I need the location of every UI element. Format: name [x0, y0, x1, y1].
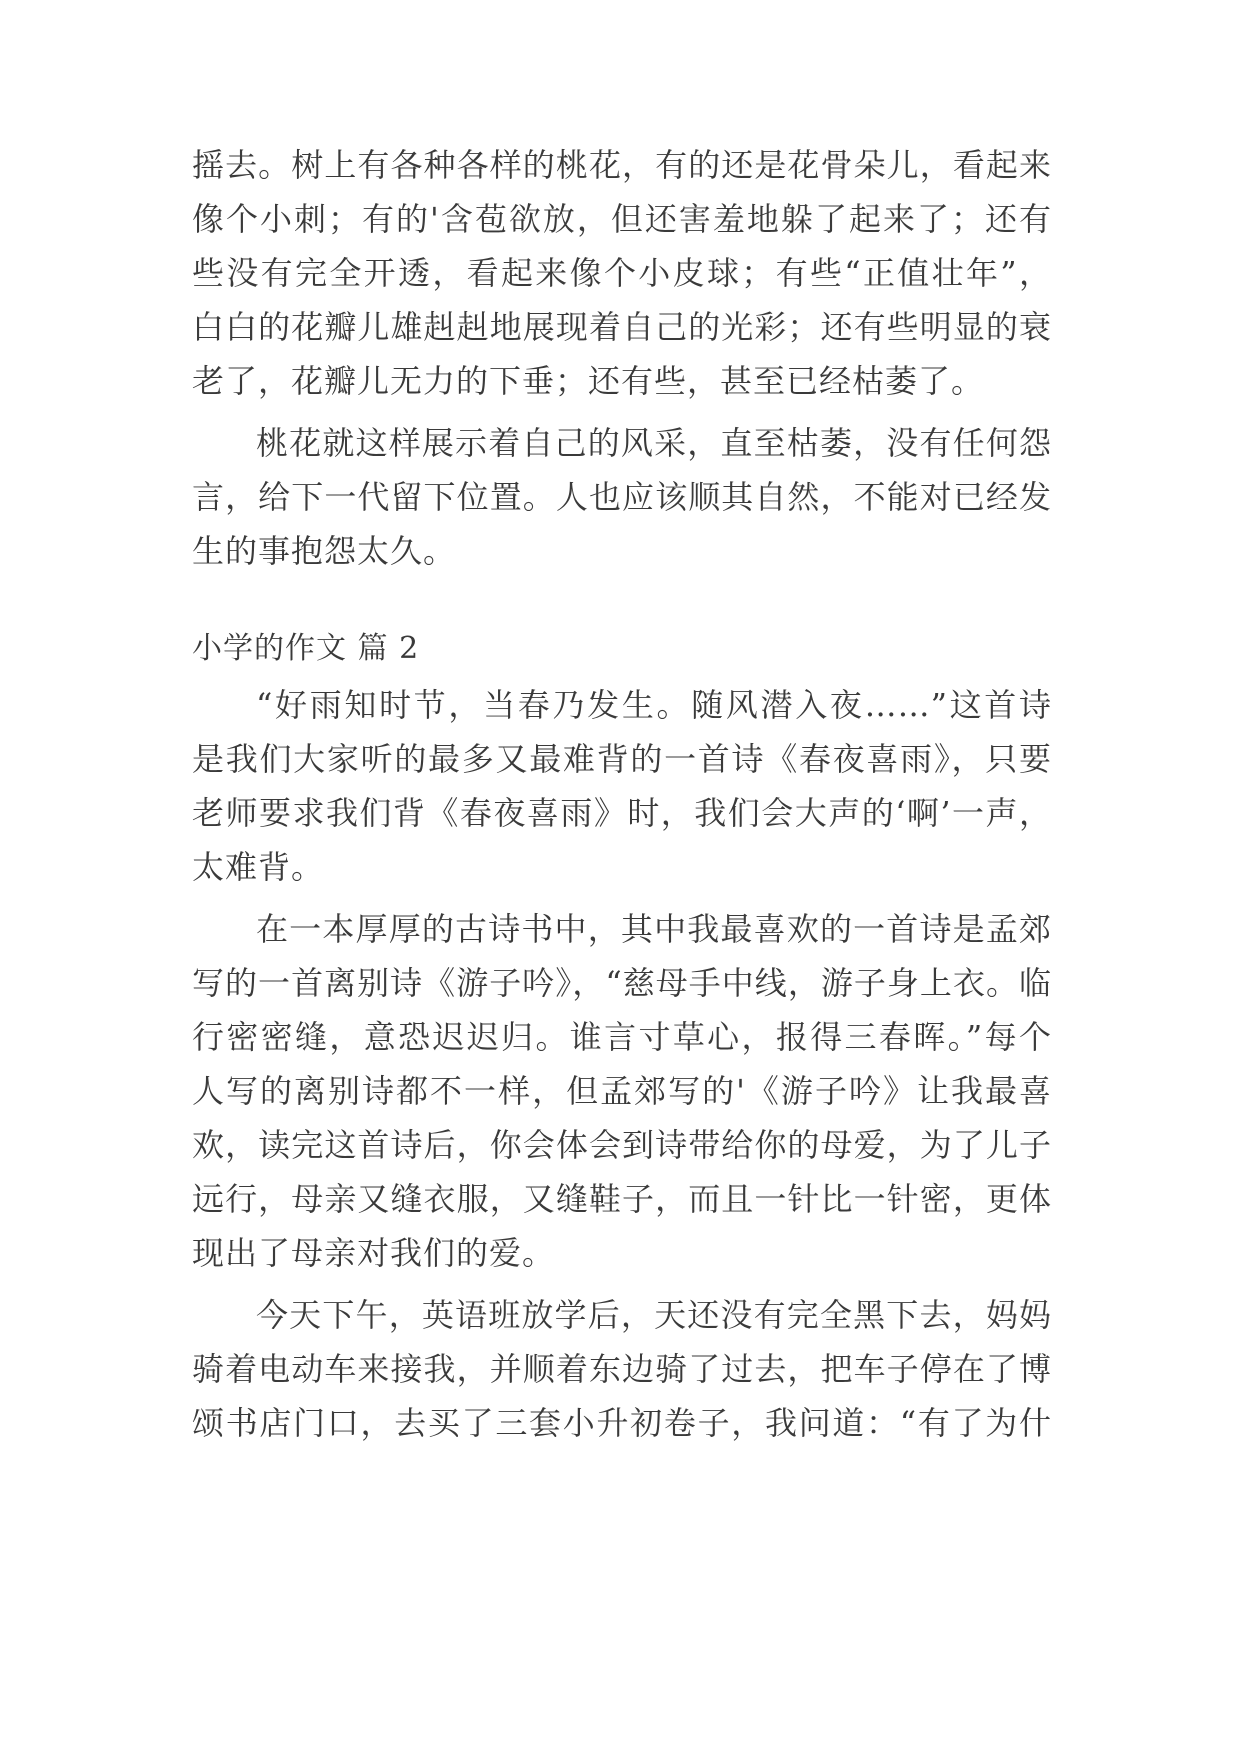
text-line: 老了，花瓣儿无力的下垂；还有些，甚至已经枯萎了。	[192, 362, 985, 400]
text-line: 写的一首离别诗《游子吟》，“慈母手中线，游子身上衣。临	[192, 964, 1052, 1002]
text-line: 今天下午，英语班放学后，天还没有完全黑下去，妈妈	[256, 1296, 1052, 1334]
text-line: 太难背。	[192, 848, 325, 886]
text-line: 言，给下一代留下位置。人也应该顺其自然，不能对已经发	[192, 478, 1052, 516]
section-heading: 小学的作文 篇 2	[192, 631, 420, 666]
text-line: 像个小刺；有的'含苞欲放，但还害羞地躲了起来了；还有	[192, 200, 1052, 238]
text-line: 人写的离别诗都不一样，但孟郊写的'《游子吟》让我最喜	[192, 1072, 1052, 1110]
text-line: 摇去。树上有各种各样的桃花，有的还是花骨朵儿，看起来	[192, 146, 1052, 184]
text-line: 生的事抱怨太久。	[192, 532, 457, 570]
text-line: 桃花就这样展示着自己的风采，直至枯萎，没有任何怨	[256, 424, 1052, 462]
text-line: 骑着电动车来接我，并顺着东边骑了过去，把车子停在了博	[192, 1350, 1052, 1388]
text-line: 行密密缝，意恐迟迟归。谁言寸草心，报得三春晖。”每个	[192, 1018, 1052, 1056]
text-line: “好雨知时节，当春乃发生。随风潜入夜……”这首诗	[256, 686, 1052, 724]
text-line: 些没有完全开透，看起来像个小皮球；有些“正值壮年”，	[192, 254, 1052, 292]
text-line: 远行，母亲又缝衣服，又缝鞋子，而且一针比一针密，更体	[192, 1180, 1052, 1218]
text-line: 是我们大家听的最多又最难背的一首诗《春夜喜雨》，只要	[192, 740, 1052, 778]
text-line: 在一本厚厚的古诗书中，其中我最喜欢的一首诗是孟郊	[256, 910, 1052, 948]
text-line: 欢，读完这首诗后，你会体会到诗带给你的母爱，为了儿子	[192, 1126, 1052, 1164]
text-line: 现出了母亲对我们的爱。	[192, 1234, 556, 1272]
text-line: 白白的花瓣儿雄赳赳地展现着自己的光彩；还有些明显的衰	[192, 308, 1052, 346]
text-line: 老师要求我们背《春夜喜雨》时，我们会大声的‘啊’一声，	[192, 794, 1052, 832]
text-line: 颂书店门口，去买了三套小升初卷子，我问道：“有了为什	[192, 1404, 1052, 1442]
